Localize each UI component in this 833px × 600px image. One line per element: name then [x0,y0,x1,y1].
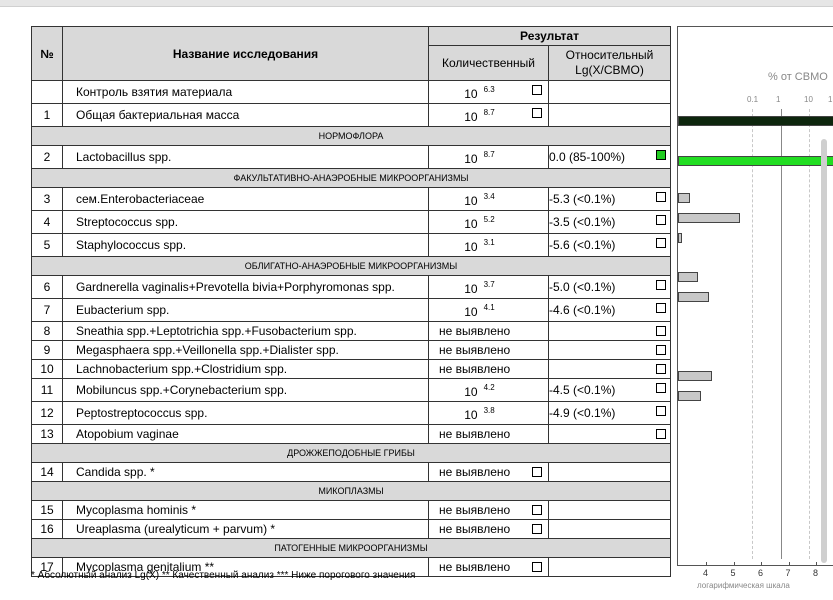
test-name: Контроль взятия материала [63,81,429,104]
test-name: Mobiluncus spp.+Corynebacterium spp. [63,379,429,402]
quantity-base: 10 [464,408,478,422]
grid-line [752,109,753,559]
relative-value: -5.0 (<0.1%) [549,280,616,294]
quantity-cell [429,501,549,520]
quantity-base: 10 [464,385,478,399]
table-row [32,104,671,127]
chart-bar [678,116,833,126]
section-row [32,257,671,276]
relative-checkbox[interactable] [656,383,666,393]
test-name: Общая бактериальная масса [63,104,429,127]
table-row [32,341,671,360]
relative-cell [549,81,671,104]
chart-title: % от СВМО [768,71,828,83]
chart-bar [678,193,690,203]
relative-checkbox[interactable] [656,303,666,313]
quantity-cell [429,276,549,299]
quantity-checkbox[interactable] [532,85,542,95]
relative-value: -4.9 (<0.1%) [549,406,616,420]
quantity-cell [429,322,549,341]
row-number: 5 [32,234,63,257]
quantity-cell [429,299,549,322]
quantity-cell [429,188,549,211]
test-name: Peptostreptococcus spp. [63,402,429,425]
test-name: Megasphaera spp.+Veillonella spp.+Dialister spp. [63,341,429,360]
quantity-base: 10 [464,282,478,296]
bottom-tick-mark [706,562,707,566]
quantity-value [464,234,494,256]
table-row [32,234,671,257]
quantity-cell [429,146,549,169]
quantity-exponent: 4.1 [483,303,495,312]
relative-cell [549,211,671,234]
relative-cell [549,322,671,341]
chart-bar [678,391,701,401]
row-number: 2 [32,146,63,169]
row-number: 11 [32,379,63,402]
header-num: № [32,27,63,81]
quantity-base: 10 [464,305,478,319]
relative-checkbox[interactable] [656,238,666,248]
quantity-value [464,188,494,210]
chart-bar [678,233,682,243]
table-row [32,276,671,299]
quantity-base: 10 [464,240,478,254]
row-number: 14 [32,463,63,482]
quantity-exponent: 3.4 [483,192,495,201]
relative-cell [549,146,671,169]
quantity-value: не выявлено [439,343,511,357]
reference-line [781,109,782,559]
quantity-cell [429,425,549,444]
quantity-cell [429,463,549,482]
row-number: 4 [32,211,63,234]
footnote: * Абсолютный анализ Lg(X) ** Качественный анализ *** Ниже порогового значения [31,570,416,581]
relative-cell [549,425,671,444]
quantity-base: 10 [464,152,478,166]
quantity-value [464,402,494,424]
quantity-value: не выявлено [439,522,511,536]
quantity-cell [429,558,549,577]
top-toolbar-strip [0,0,833,7]
relative-checkbox[interactable] [656,345,666,355]
quantity-checkbox[interactable] [532,108,542,118]
test-name: Mycoplasma genitalium ** [63,558,429,577]
top-tick-label: 1 [828,95,833,104]
quantity-cell [429,81,549,104]
log-scale-chart [677,26,833,566]
chart-bar [678,213,740,223]
relative-value: -4.6 (<0.1%) [549,303,616,317]
row-number: 9 [32,341,63,360]
row-number: 12 [32,402,63,425]
section-row [32,482,671,501]
relative-value: 0.0 (85-100%) [549,150,626,164]
row-number: 16 [32,520,63,539]
quantity-checkbox[interactable] [532,562,542,572]
table-row [32,463,671,482]
relative-cell [549,299,671,322]
section-row [32,539,671,558]
relative-cell [549,520,671,539]
quantity-base: 10 [464,87,478,101]
test-name: Streptococcus spp. [63,211,429,234]
row-number: 8 [32,322,63,341]
relative-cell [549,104,671,127]
table-row [32,402,671,425]
chart-bar [678,272,698,282]
relative-value: -5.3 (<0.1%) [549,192,616,206]
relative-checkbox[interactable] [656,192,666,202]
relative-cell [549,558,671,577]
test-name: Candida spp. * [63,463,429,482]
section-title: ДРОЖЖЕПОДОБНЫЕ ГРИБЫ [32,444,671,463]
quantity-value: не выявлено [439,503,511,517]
row-number: 6 [32,276,63,299]
test-name: Ureaplasma (urealyticum + parvum) * [63,520,429,539]
test-name: Lactobacillus spp. [63,146,429,169]
test-name: Sneathia spp.+Leptotrichia spp.+Fusobacterium spp. [63,322,429,341]
row-number [32,81,63,104]
table-row [32,188,671,211]
quantity-value [464,104,494,126]
quantity-exponent: 8.7 [483,150,495,159]
top-tick-label: 1 [776,95,781,104]
header-result: Результат [429,27,671,46]
quantity-exponent: 4.2 [483,383,495,392]
quantity-cell [429,379,549,402]
relative-value: -4.5 (<0.1%) [549,383,616,397]
table-row [32,501,671,520]
quantity-value [464,379,494,401]
test-name: Staphylococcus spp. [63,234,429,257]
row-number: 3 [32,188,63,211]
quantity-cell [429,234,549,257]
chart-xlabel: логарифмическая шкала [697,581,790,590]
relative-checkbox[interactable] [656,364,666,374]
quantity-value: не выявлено [439,324,511,338]
relative-checkbox[interactable] [656,429,666,439]
relative-cell [549,463,671,482]
quantity-checkbox[interactable] [532,524,542,534]
quantity-value [464,211,494,233]
table-row [32,81,671,104]
header-quantity: Количественный [429,46,549,81]
top-tick-label: 0.1 [747,95,759,104]
quantity-exponent: 3.8 [483,406,495,415]
section-title: НОРМОФЛОРА [32,127,671,146]
test-name: Eubacterium spp. [63,299,429,322]
section-row [32,444,671,463]
row-number: 15 [32,501,63,520]
scrollbar[interactable] [821,139,827,563]
relative-checkbox[interactable] [656,150,666,160]
quantity-value [464,299,494,321]
relative-checkbox[interactable] [656,326,666,336]
table-row [32,520,671,539]
table-row [32,299,671,322]
bottom-tick-label: 8 [813,568,819,578]
quantity-cell [429,520,549,539]
relative-cell [549,501,671,520]
section-title: ФАКУЛЬТАТИВНО-АНАЭРОБНЫЕ МИКРООРГАНИЗМЫ [32,169,671,188]
relative-checkbox[interactable] [656,280,666,290]
results-table [31,26,671,577]
row-number: 17 [32,558,63,577]
chart-bar [678,156,833,166]
chart-bar [678,371,712,381]
quantity-cell [429,104,549,127]
bottom-tick-label: 4 [703,568,709,578]
quantity-cell [429,211,549,234]
test-name: Gardnerella vaginalis+Prevotella bivia+Porphyromonas spp. [63,276,429,299]
bottom-tick-mark [734,562,735,566]
quantity-cell [429,360,549,379]
quantity-base: 10 [464,110,478,124]
quantity-value: не выявлено [439,362,511,376]
relative-cell [549,379,671,402]
bottom-tick-mark [761,562,762,566]
section-title: ОБЛИГАТНО-АНАЭРОБНЫЕ МИКРООРГАНИЗМЫ [32,257,671,276]
relative-cell [549,188,671,211]
table-row [32,379,671,402]
relative-cell [549,341,671,360]
table-row [32,211,671,234]
bottom-tick-label: 7 [785,568,791,578]
relative-checkbox[interactable] [656,406,666,416]
table-row [32,146,671,169]
quantity-exponent: 3.7 [483,280,495,289]
row-number: 1 [32,104,63,127]
top-tick-label: 10 [804,95,813,104]
table-row [32,425,671,444]
row-number: 10 [32,360,63,379]
table-row [32,360,671,379]
test-name: Mycoplasma hominis * [63,501,429,520]
quantity-exponent: 6.3 [483,85,495,94]
section-row [32,169,671,188]
quantity-cell [429,402,549,425]
quantity-exponent: 8.7 [483,108,495,117]
quantity-checkbox[interactable] [532,505,542,515]
relative-checkbox[interactable] [656,215,666,225]
quantity-value [464,276,494,298]
section-title: МИКОПЛАЗМЫ [32,482,671,501]
relative-cell [549,402,671,425]
quantity-exponent: 5.2 [483,215,495,224]
header-relative: Относительный Lg(X/СВМО) [549,46,671,81]
chart-bar [678,292,709,302]
quantity-value: не выявлено [439,427,511,441]
quantity-cell [429,341,549,360]
quantity-base: 10 [464,217,478,231]
test-name: Lachnobacterium spp.+Clostridium spp. [63,360,429,379]
quantity-value [464,146,494,168]
relative-cell [549,234,671,257]
relative-cell [549,276,671,299]
bottom-tick-label: 6 [758,568,764,578]
grid-line [809,109,810,559]
relative-cell [549,360,671,379]
quantity-value: не выявлено [439,465,511,479]
bottom-tick-mark [816,562,817,566]
quantity-value [464,81,494,103]
relative-value: -5.6 (<0.1%) [549,238,616,252]
quantity-value: не выявлено [439,560,511,574]
header-name: Название исследования [63,27,429,81]
table-row [32,322,671,341]
test-name: Atopobium vaginae [63,425,429,444]
quantity-base: 10 [464,194,478,208]
quantity-exponent: 3.1 [483,238,495,247]
relative-value: -3.5 (<0.1%) [549,215,616,229]
bottom-tick-mark [789,562,790,566]
bottom-tick-label: 5 [730,568,736,578]
section-row [32,127,671,146]
test-name: сем.Enterobacteriaceae [63,188,429,211]
section-title: ПАТОГЕННЫЕ МИКРООРГАНИЗМЫ [32,539,671,558]
quantity-checkbox[interactable] [532,467,542,477]
row-number: 13 [32,425,63,444]
row-number: 7 [32,299,63,322]
